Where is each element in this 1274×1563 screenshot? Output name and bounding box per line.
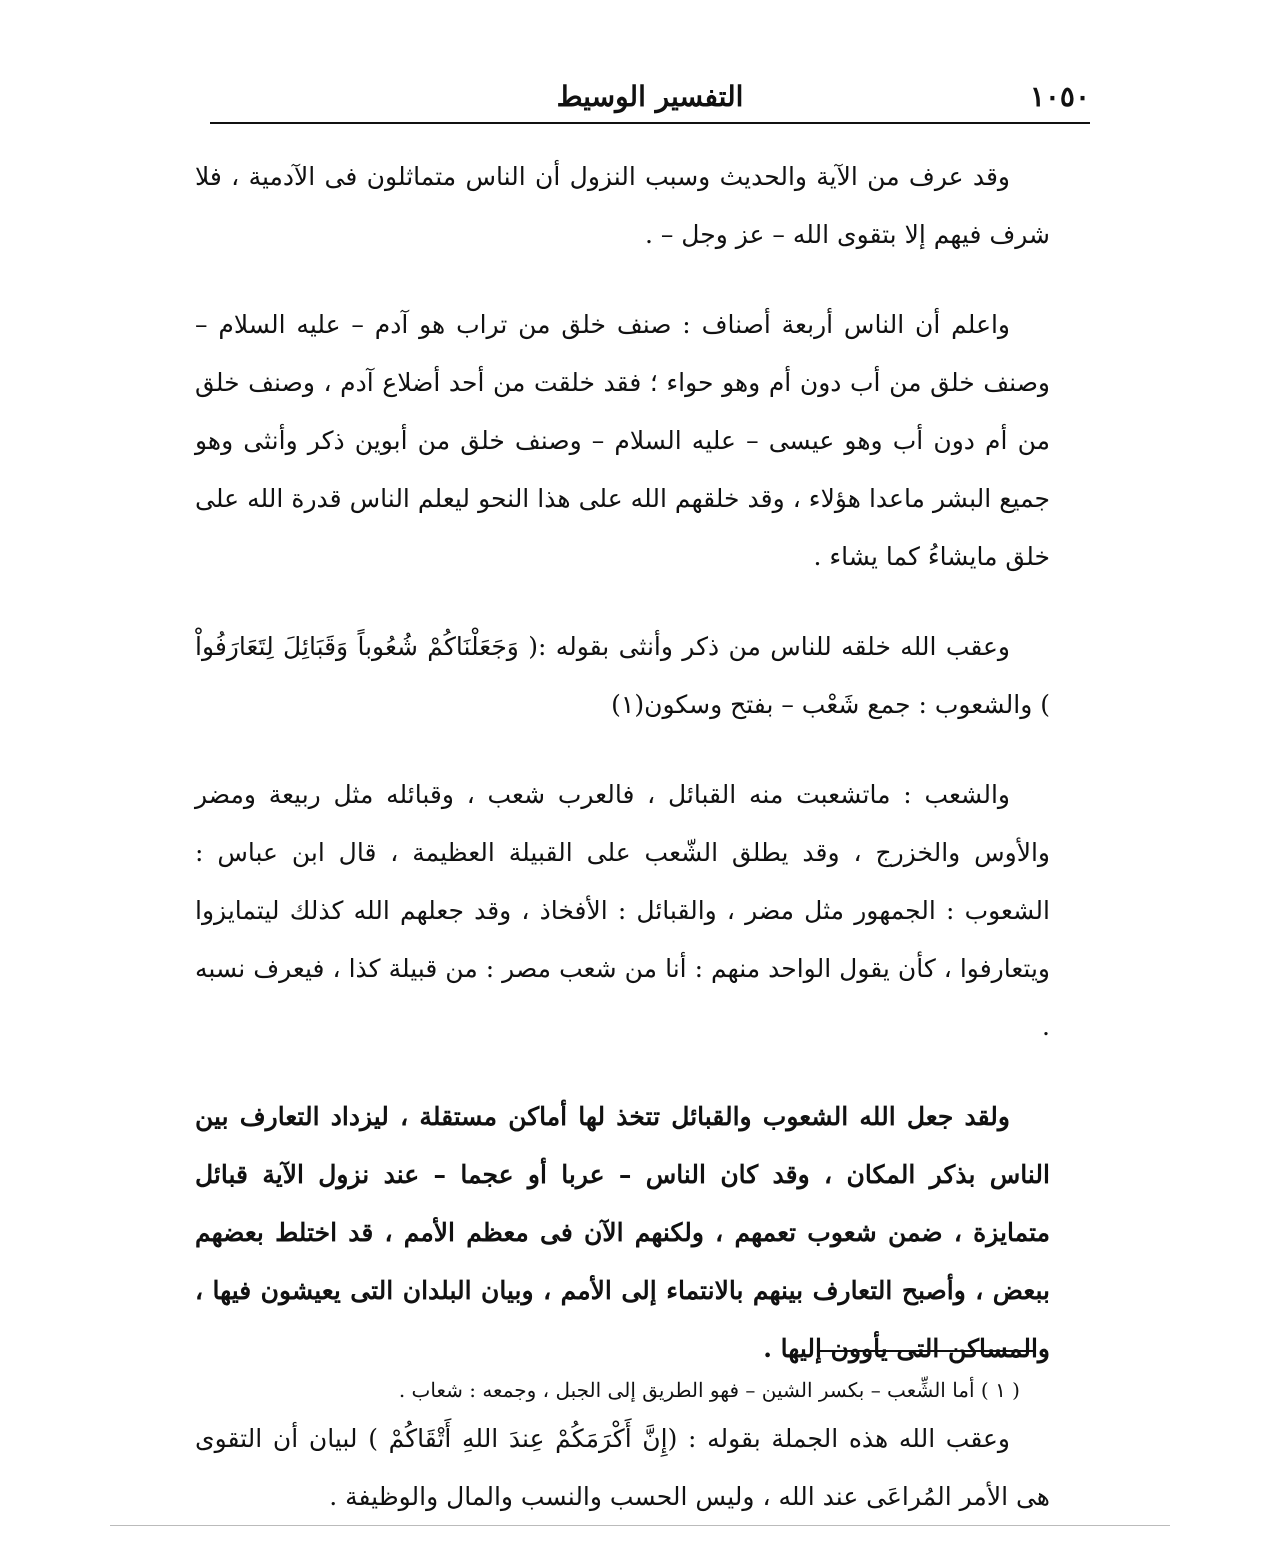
- paragraph: وقد عرف من الآية والحديث وسبب النزول أن الناس متماثلون فى الآدمية ، فلا شرف فيهم إلا بتقوى الله – عز وجل – .: [195, 162, 1050, 249]
- paragraph: وعقب الله خلقه للناس من ذكر وأنثى بقوله :( وَجَعَلْنَاكُمْ شُعُوباً وَقَبَائِلَ لِتَعَارَفُواْ ) والشعوب : جمع شَعْب – بفتح وسكون(١): [195, 632, 1050, 719]
- paragraph: واعلم أن الناس أربعة أصناف : صنف خلق من تراب هو آدم – عليه السلام – وصنف خلق من أب دون أم وهو حواء ؛ فقد خلقت من أحد أضلاع آدم ، وصنف خلق من أم دون أب وهو عيسى – عليه السلام – وصنف خلق من أبوين ذكر وأنثى وهو جميع البشر ماعدا هؤلاء ، وقد خلقهم الله على هذا النحو ليعلم الناس قدرة الله على خلق مايشاءُ كما يشاء .: [195, 310, 1050, 571]
- running-title: التفسير الوسيط: [556, 80, 744, 113]
- footnote-rule: [818, 1350, 1033, 1352]
- page-number: ١٠٥٠: [1029, 80, 1090, 113]
- body-text: [195, 148, 1050, 1558]
- header-rule: [210, 122, 1090, 124]
- scan-edge-line: [110, 1525, 1170, 1526]
- page-header: [210, 72, 1090, 122]
- paragraph: والشعب : ماتشعبت منه القبائل ، فالعرب شعب ، وقبائله مثل ربيعة ومضر والأوس والخزرج ، وقد يطلق الشّعب على القبيلة العظيمة ، قال ابن عباس : الشعوب : الجمهور مثل مضر ، والقبائل : الأفخاذ ، وقد جعلهم الله كذلك ليتمايزوا ويتعارفوا ، كأن يقول الواحد منهم : أنا من شعب مصر : من قبيلة كذا ، فيعرف نسبه .: [195, 780, 1050, 1041]
- paragraph: وعقب الله هذه الجملة بقوله : (إِنَّ أَكْرَمَكُمْ عِندَ اللهِ أَتْقَاكُمْ ) لبيان أن التقوى هى الأمر المُراعَى عند الله ، وليس الحسب والنسب والمال والوظيفة .: [195, 1424, 1050, 1511]
- footnote: ( ١ ) أما الشِّعب – بكسر الشين – فهو الطريق إلى الجبل ، وجمعه : شعاب .: [398, 1378, 1020, 1402]
- paragraph: ولقد جعل الله الشعوب والقبائل تتخذ لها أماكن مستقلة ، ليزداد التعارف بين الناس بذكر المكان ، وقد كان الناس – عربا أو عجما – عند نزول الآية قبائل متمايزة ، ضمن شعوب تعمهم ، ولكنهم الآن فى معظم الأمم ، قد اختلط بعضهم ببعض ، وأصبح التعارف بينهم بالانتماء إلى الأمم ، وبيان البلدان التى يعيشون فيها ، والمساكن التى يأوون إليها .: [195, 1102, 1050, 1363]
